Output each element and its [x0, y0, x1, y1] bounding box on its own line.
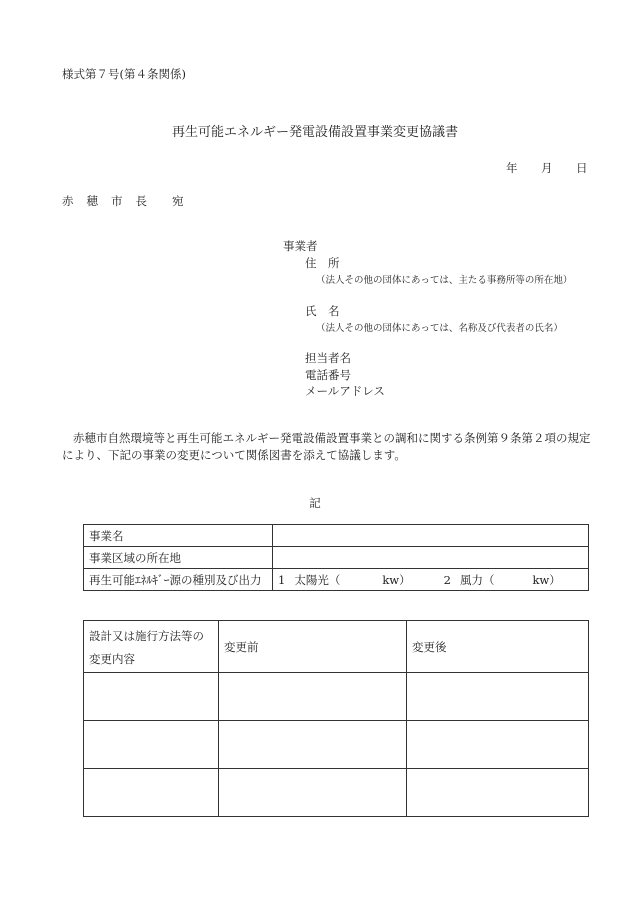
table-row — [84, 769, 589, 817]
phone-label: 電話番号 — [305, 368, 351, 382]
project-location-label: 事業区域の所在地 — [84, 547, 273, 569]
project-info-table — [83, 524, 589, 591]
table-row — [84, 547, 589, 569]
table-row — [84, 673, 589, 721]
solar-label: 太陽光（ — [294, 572, 341, 587]
table-row — [84, 721, 589, 769]
change-content-header-line2: 変更内容 — [89, 652, 135, 666]
applicant-header: 事業者 — [283, 239, 318, 253]
solar-unit: kw） — [382, 572, 411, 587]
table-cell[interactable] — [219, 673, 407, 721]
table-cell[interactable] — [84, 673, 219, 721]
project-name-label: 事業名 — [84, 525, 273, 547]
solar-number: 1 — [278, 572, 286, 587]
table-cell[interactable] — [219, 721, 407, 769]
table-row — [84, 525, 589, 547]
date-day-label: 日 — [576, 161, 588, 175]
name-label: 氏 名 — [305, 304, 340, 318]
addressee-char: 宛 — [172, 194, 184, 208]
change-details-table — [83, 620, 589, 817]
email-label: メールアドレス — [305, 384, 385, 398]
table-cell[interactable] — [219, 769, 407, 817]
ki-heading: 記 — [309, 496, 321, 510]
wind-number: 2 — [443, 572, 451, 587]
table-cell[interactable] — [407, 769, 589, 817]
wind-unit: kw） — [532, 572, 561, 587]
table-cell[interactable] — [407, 721, 589, 769]
table-cell[interactable] — [84, 721, 219, 769]
table-cell[interactable] — [407, 673, 589, 721]
contact-person-label: 担当者名 — [305, 351, 351, 365]
table-row — [84, 569, 589, 591]
change-content-header — [84, 621, 219, 673]
addressee-char: 市 — [111, 194, 123, 208]
name-note: （法人その他の団体にあっては、名称及び代表者の氏名） — [316, 323, 563, 334]
address-note: （法人その他の団体にあっては、主たる事務所等の所在地） — [316, 275, 573, 286]
project-location-field[interactable] — [273, 547, 589, 569]
change-content-header-line1: 設計又は施行方法等の — [89, 629, 204, 643]
table-cell[interactable] — [84, 769, 219, 817]
wind-label: 風力（ — [459, 572, 495, 587]
address-label: 住 所 — [305, 256, 340, 270]
project-name-field[interactable] — [273, 525, 589, 547]
table-header-row — [84, 621, 589, 673]
date-month-label: 月 — [541, 161, 553, 175]
date-year-label: 年 — [506, 161, 518, 175]
energy-type-field[interactable] — [273, 569, 589, 591]
after-change-header: 変更後 — [407, 621, 589, 673]
document-title: 再生可能エネルギー発電設備設置事業変更協議書 — [171, 125, 458, 140]
form-number: 様式第７号(第４条関係) — [62, 67, 186, 81]
addressee-char: 赤 — [62, 194, 74, 208]
addressee — [62, 193, 184, 209]
addressee-char: 穂 — [86, 194, 98, 208]
addressee-char: 長 — [135, 194, 147, 208]
energy-type-label: 再生可能ｴﾈﾙｷﾞｰ源の種別及び出力 — [84, 569, 273, 591]
body-paragraph: 赤穂市自然環境等と再生可能エネルギー発電設備設置事業との調和に関する条例第９条第２項の規定により、下記の事業の変更について関係図書を添えて協議します。 — [62, 431, 591, 462]
before-change-header: 変更前 — [219, 621, 407, 673]
